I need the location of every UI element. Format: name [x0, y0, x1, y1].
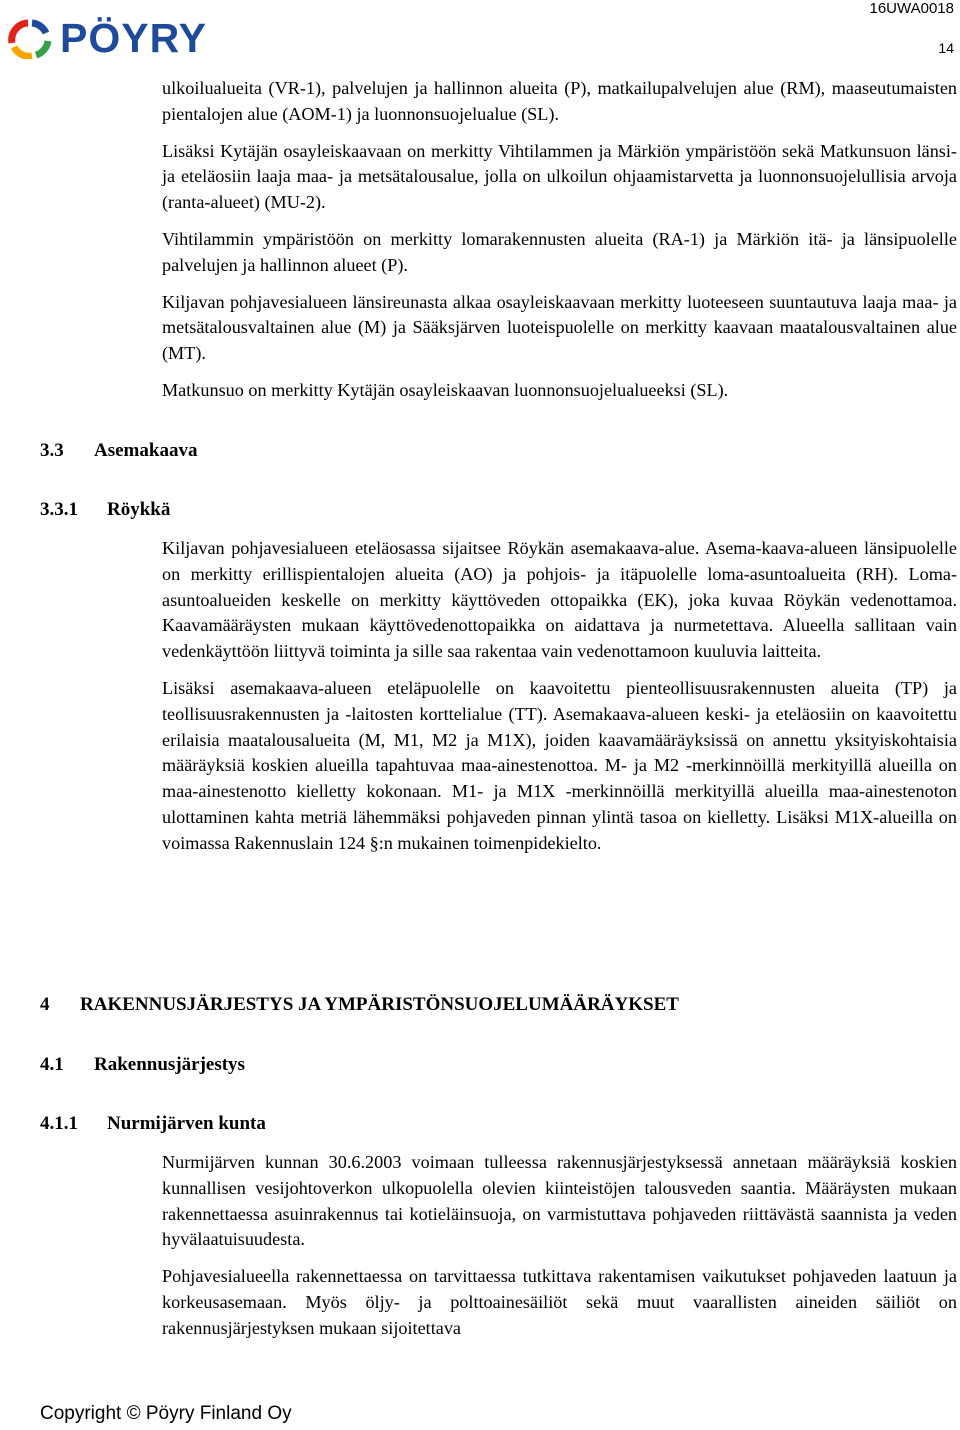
section-title: Röykkä [107, 499, 171, 520]
section-heading-4 [40, 994, 679, 1016]
poyry-logo-icon [6, 19, 56, 59]
intro-text [162, 76, 957, 415]
paragraph: Kiljavan pohjavesialueen länsireunasta alkaa osayleiskaavaan merkitty luoteeseen suuntautuva laaja maa- ja metsätalousvaltainen alue (M) ja Sääksjärven luoteispuolelle on merkitty kaavaan maatalousvaltainen alue (MT). [162, 291, 957, 364]
section-number: 3.3 [40, 440, 64, 461]
document-code: 16UWA0018 [869, 0, 954, 17]
page-number: 14 [938, 40, 954, 56]
section-heading-3-3-1 [40, 499, 170, 521]
section-title: Nurmijärven kunta [107, 1113, 266, 1134]
paragraph: Matkunsuo on merkitty Kytäjän osayleiskaavan luonnonsuojelualueeksi (SL). [162, 379, 729, 400]
paragraph: Kiljavan pohjavesialueen eteläosassa sijaitsee Röykän asemakaava-alue. Asema-kaava-alueen länsipuolelle on merkitty erillispientalojen alueita (AO) ja pohjois- ja itäpuolelle loma-asuntoalueita (RH). Loma-asuntoalueiden keskelle on merkitty käyttöveden ottopaikka (EK), joka kuvaa Röykän vedenottamoa. Kaavamääräysten mukaan käyttövedenottopaikka on aidattava ja nurmetettava. Alueella sallitaan vain vedenkäyttöön liittyvä toiminta ja sille saa rakentaa vain vedenottamoon kuuluvia laitteita. [162, 538, 957, 662]
section-number: 3.3.1 [40, 499, 78, 520]
footer-copyright: Copyright © Pöyry Finland Oy [40, 1403, 292, 1424]
paragraph: Nurmijärven kunnan 30.6.2003 voimaan tulleessa rakennusjärjestyksessä annetaan määräyksiä koskien kunnallisen vesijohtoverkon ulkopuolella olevien kiinteistöjen talousveden saantia. Määräysten mukaan rakennettaessa asuinrakennus tai kotieläinsuoja, on varmistuttava pohjaveden riittävästä saannista ja veden hyvälaatuisuudesta. [162, 1152, 957, 1250]
paragraph: Lisäksi Kytäjän osayleiskaavaan on merkitty Vihtilammen ja Märkiön ympäristöön sekä Matkunsuon länsi- ja eteläosiin laaja maa- ja metsätalousalue, jolla on ulkoilun ohjaamistarvetta ja luonnonsuojelullisia arvoja (ranta-alueet) (MU-2). [162, 140, 957, 213]
paragraph: Vihtilammin ympäristöön on merkitty lomarakennusten alueita (RA-1) ja Märkiön itä- ja länsipuolelle palvelujen ja hallinnon alueet (P). [162, 228, 957, 275]
paragraph: Pohjavesialueella rakennettaessa on tarvittaessa tutkittava rakentamisen vaikutukset pohjaveden laatuun ja korkeusasemaan. Myös öljy- ja polttoainesäiliöt sekä muut vaarallisten aineiden säiliöt on rakennusjärjestyksen mukaan sijoitettava [162, 1266, 957, 1338]
logo-wordmark: PÖYRY [60, 15, 208, 61]
section-number: 4.1 [40, 1054, 64, 1075]
section-title: Rakennusjärjestys [94, 1054, 245, 1075]
paragraph: ulkoilualueita (VR-1), palvelujen ja hallinnon alueita (P), matkailupalvelujen alue (RM), maaseutumaisten pientalojen alue (AOM-1) ja luonnonsuojelualue (SL). [162, 78, 957, 124]
paragraph: Lisäksi asemakaava-alueen eteläpuolelle on kaavoitettu pienteollisuusrakennusten alueita (TP) ja teollisuusrakennusten ja -laitosten korttelialue (TT). Asemakaava-alueen keski- ja eteläosiin on kaavoitettu erilaisia maatalousalueita (M, M1, M2 ja M1X), joiden kaavamääräyksissä on annettu yksityiskohtaisia määräyksiä koskien alueilla tapahtuvaa maa-ainestenottoa. M- ja M2 -merkinnöillä merkityillä alueilla on maa-ainestenotto kielletty kokonaan. M1- ja M1X -merkinnöillä merkityillä alueilla maa-ainestenoton ulottaminen kahta metriä lähemmäksi pohjaveden pinnan ylintä tasoa on kielletty. Lisäksi M1X-alueilla on voimassa Rakennuslain 124 §:n mukainen toimenpidekielto. [162, 677, 957, 853]
section-title: Asemakaava [94, 440, 198, 461]
company-logo [6, 15, 208, 61]
section-number: 4 [40, 994, 50, 1015]
section-heading-3-3 [40, 440, 197, 462]
section-heading-4-1-1 [40, 1113, 266, 1135]
roykka-text [162, 536, 957, 868]
nurmijarvi-text [162, 1150, 957, 1353]
section-number: 4.1.1 [40, 1113, 78, 1134]
section-title: RAKENNUSJÄRJESTYS JA YMPÄRISTÖNSUOJELUMÄÄRÄYKSET [80, 994, 679, 1015]
section-heading-4-1 [40, 1054, 245, 1076]
